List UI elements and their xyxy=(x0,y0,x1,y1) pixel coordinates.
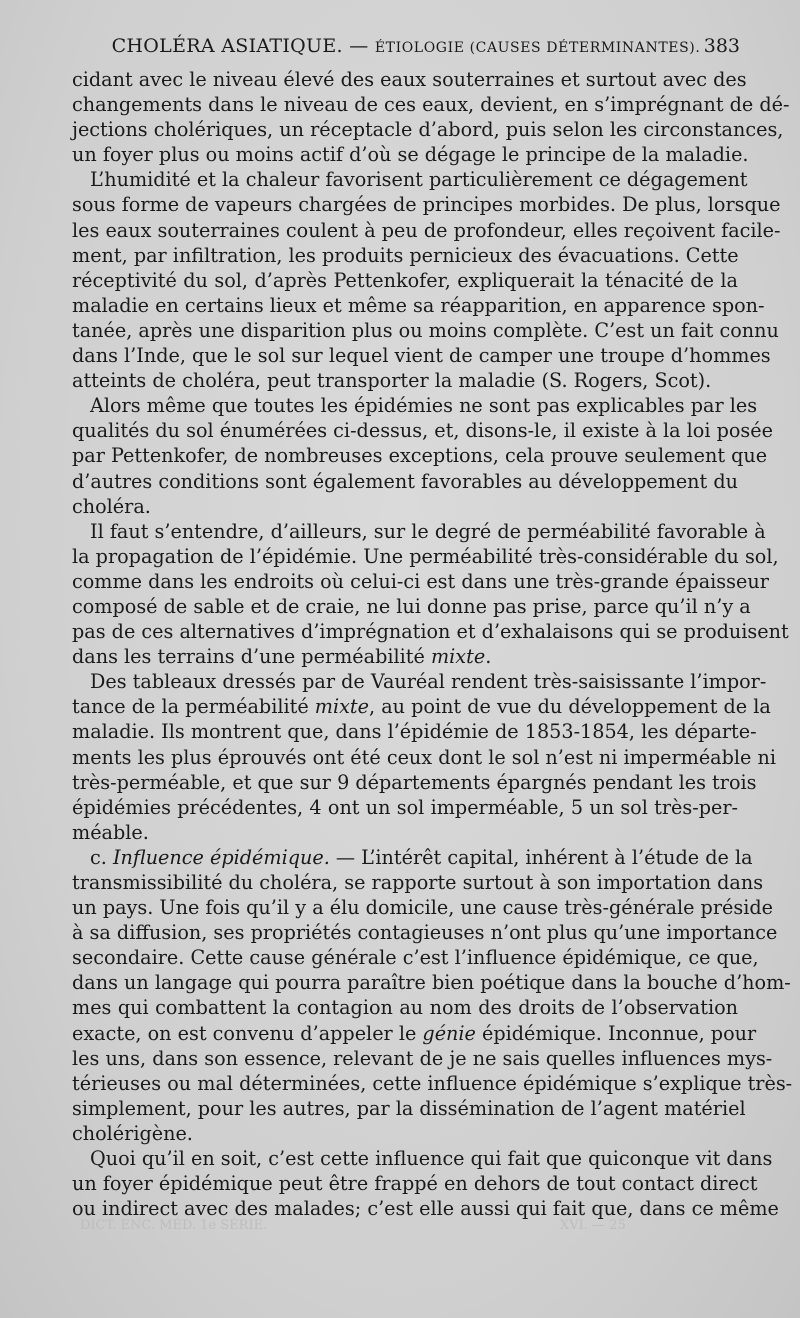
text-line: jections cholériques, un réceptacle d’abord, puis selon les circonstances, xyxy=(72,118,784,142)
text-line xyxy=(72,845,753,870)
text-line: sous forme de vapeurs chargées de principes morbides. De plus, lorsque xyxy=(72,193,781,217)
text-line: pas de ces alternatives d’imprégnation et d’exhalaisons qui se produisent xyxy=(72,620,789,644)
text-line: dans l’Inde, que le sol sur lequel vient de camper une troupe d’hommes xyxy=(72,344,771,368)
running-head-section: ÉTIOLOGIE (CAUSES DÉTERMINANTES). xyxy=(374,40,701,56)
text-segment: dans les terrains d’une perméabilité xyxy=(72,645,431,669)
text-line: un foyer plus ou moins actif d’où se dégage le principe de la maladie. xyxy=(72,143,749,167)
text-line: cidant avec le niveau élevé des eaux souterraines et surtout avec des xyxy=(72,68,747,91)
italic-term: génie xyxy=(422,1021,476,1045)
running-head-title: CHOLÉRA ASIATIQUE. xyxy=(111,35,343,57)
italic-term: mixte xyxy=(430,645,486,669)
text-line: réceptivité du sol, d’après Pettenkofer, expliquerait la ténacité de la xyxy=(72,268,738,292)
text-line: térieuses ou mal déterminées, cette influence épidémique s’explique très- xyxy=(72,1071,793,1095)
text-line: cholérigène. xyxy=(72,1121,193,1145)
text-line: comme dans les endroits où celui-ci est dans une très-grande épaisseur xyxy=(72,569,769,593)
text-line: très-perméable, et que sur 9 départements épargnés pendant les trois xyxy=(72,770,757,794)
text-line: à sa diffusion, ses propriétés contagieuses n’ont plus qu’une importance xyxy=(72,921,778,945)
body-text xyxy=(72,67,793,1221)
page-header xyxy=(72,30,740,62)
text-line xyxy=(72,644,738,669)
text-line: qualités du sol énumérées ci-dessus, et, disons-le, il existe à la loi posée xyxy=(72,419,773,443)
text-line xyxy=(72,1021,757,1046)
text-line: atteints de choléra, peut transporter la maladie (S. Rogers, Scot). xyxy=(72,369,712,393)
text-segment: épidémique. Inconnue, pour xyxy=(475,1021,757,1045)
bleed-through-footer-right: XVI. — 25 xyxy=(560,1218,626,1233)
text-line: L’humidité et la chaleur favorisent particulièrement ce dégagement xyxy=(90,168,748,192)
page-number: 383 xyxy=(703,35,740,57)
text-line: la propagation de l’épidémie. Une perméabilité très-considérable du sol, xyxy=(72,544,779,568)
text-segment: — L’intérêt capital, inhérent à l’étude de la xyxy=(329,845,753,869)
text-line: un foyer épidémique peut être frappé en dehors de tout contact direct xyxy=(72,1172,758,1196)
italic-term: Influence épidémique. xyxy=(112,845,330,869)
text-line: les uns, dans son essence, relevant de je ne sais quelles influences mys- xyxy=(72,1046,773,1070)
running-head-dash: — xyxy=(349,35,369,57)
text-line: Des tableaux dressés par de Vauréal rendent très-saisissante l’impor- xyxy=(90,670,767,694)
text-line: ment, par infiltration, les produits pernicieux des évacuations. Cette xyxy=(72,243,739,267)
text-line: par Pettenkofer, de nombreuses exceptions, cela prouve seulement que xyxy=(72,444,768,468)
text-line: Quoi qu’il en soit, c’est cette influence qui fait que quiconque vit dans xyxy=(90,1147,773,1171)
text-line: choléra. xyxy=(72,494,151,518)
text-line: simplement, pour les autres, par la dissémination de l’agent matériel xyxy=(72,1096,746,1120)
text-line: Il faut s’entendre, d’ailleurs, sur le degré de perméabilité favorable à xyxy=(90,519,766,543)
text-line: méable. xyxy=(72,820,149,844)
text-line: tanée, après une disparition plus ou moins complète. C’est un fait connu xyxy=(72,318,779,342)
text-line: ments les plus éprouvés ont été ceux dont le sol n’est ni imperméable ni xyxy=(72,745,776,769)
text-line: changements dans le niveau de ces eaux, devient, en s’imprégnant de dé- xyxy=(72,93,790,117)
bleed-through-footer-left: DICT. ENC. MÉD. 1e SÉRIE. xyxy=(80,1218,268,1233)
text-line: ou indirect avec des malades; c’est elle aussi qui fait que, dans ce même xyxy=(72,1197,779,1221)
text-line: Alors même que toutes les épidémies ne sont pas explicables par les xyxy=(90,394,758,418)
text-line xyxy=(72,694,771,719)
italic-term: mixte xyxy=(314,695,369,719)
text-line: maladie. Ils montrent que, dans l’épidémie de 1853-1854, les départe- xyxy=(72,720,757,744)
text-segment: tance de la perméabilité xyxy=(72,695,315,719)
text-line: dans un langage qui pourra paraître bien poétique dans la bouche d’hom- xyxy=(72,971,791,995)
text-line: composé de sable et de craie, ne lui donne pas prise, parce qu’il n’y a xyxy=(72,594,751,618)
text-segment: . xyxy=(485,645,492,669)
text-line: mes qui combattent la contagion au nom des droits de l’observation xyxy=(72,996,738,1020)
text-line: d’autres conditions sont également favorables au développement du xyxy=(72,469,738,493)
text-segment: , au point de vue du développement de la xyxy=(369,695,771,719)
text-line: un pays. Une fois qu’il y a élu domicile, une cause très-générale préside xyxy=(72,896,773,920)
text-line: épidémies précédentes, 4 ont un sol imperméable, 5 un sol très-per- xyxy=(72,795,738,819)
text-line: transmissibilité du choléra, se rapporte surtout à son importation dans xyxy=(72,871,764,894)
text-segment: exacte, on est convenu d’appeler le xyxy=(72,1021,423,1045)
text-line: maladie en certains lieux et même sa réapparition, en apparence spon- xyxy=(72,293,765,317)
running-head xyxy=(72,30,740,64)
text-line: secondaire. Cette cause générale c’est l’influence épidémique, ce que, xyxy=(72,946,759,970)
text-segment: c. xyxy=(90,845,113,869)
text-line: les eaux souterraines coulent à peu de profondeur, elles reçoivent facile- xyxy=(72,218,781,242)
